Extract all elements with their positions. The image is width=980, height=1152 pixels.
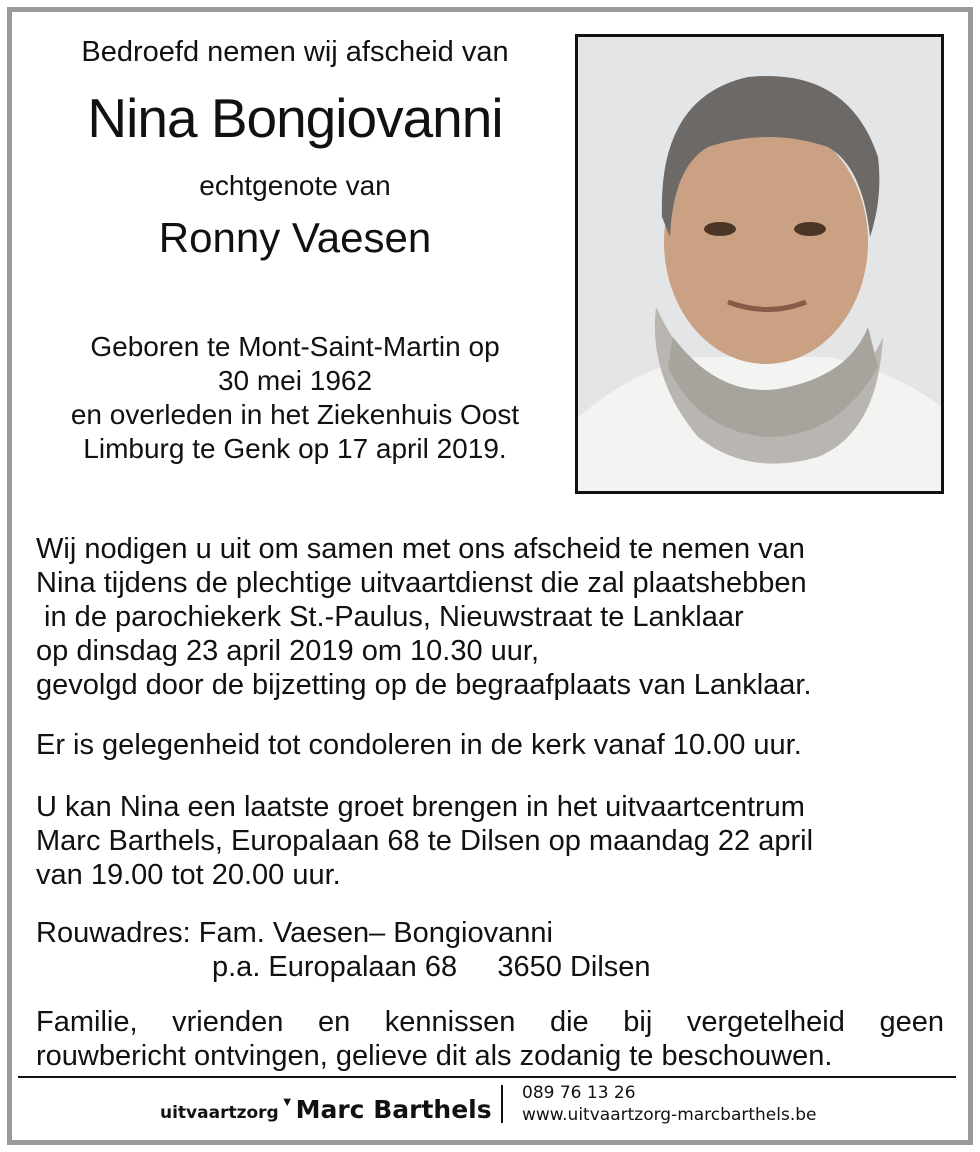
lead-text: Bedroefd nemen wij afscheid van (81, 36, 509, 68)
spouse-name: Ronny Vaesen (158, 214, 432, 261)
logo-prefix: uitvaartzorg (160, 1103, 279, 1123)
spouse-label: echtgenote van (199, 170, 391, 201)
closing-paragraph (36, 1005, 944, 1073)
footer-separator (501, 1085, 503, 1123)
birth-line: 30 mei 1962 (217, 365, 373, 396)
closing-line: rouwbericht ontvingen, gelieve dit als zodanig te beschouwen. (36, 1040, 833, 1072)
condolence-line: Er is gelegenheid tot condoleren in de kerk vanaf 10.00 uur. (36, 729, 802, 761)
birth-death-details (40, 330, 550, 466)
visit-line: Marc Barthels, Europalaan 68 te Dilsen op maandag 22 april (36, 825, 814, 857)
service-line: op dinsdag 23 april 2019 om 10.30 uur, (36, 635, 540, 667)
footer-divider (18, 1076, 956, 1078)
portrait-image (578, 37, 941, 491)
address-line-2: p.a. Europalaan 68 3650 Dilsen (212, 951, 651, 983)
birth-line: Geboren te Mont-Saint-Martin op (90, 331, 500, 362)
closing-line: Familie, vrienden en kennissen die bij vergetelheid geen (36, 1006, 944, 1038)
address-line-1: Rouwadres: Fam. Vaesen– Bongiovanni (36, 917, 553, 949)
service-paragraph (36, 532, 944, 702)
website-link[interactable]: www.uitvaartzorg-marcbarthels.be (522, 1105, 817, 1125)
triangle-icon: ▼ (280, 1094, 294, 1109)
visit-line: van 19.00 tot 20.00 uur. (36, 859, 341, 891)
birth-line: Limburg te Genk op 17 april 2019. (83, 433, 507, 464)
visit-paragraph (36, 790, 944, 892)
service-line: in de parochiekerk St.-Paulus, Nieuwstraat te Lanklaar (36, 601, 744, 633)
birth-line: en overleden in het Ziekenhuis Oost (70, 399, 520, 430)
service-line: gevolgd door de bijzetting op de begraafplaats van Lanklaar. (36, 669, 812, 701)
visit-line: U kan Nina een laatste groet brengen in het uitvaartcentrum (36, 791, 805, 823)
service-line: Nina tijdens de plechtige uitvaartdienst die zal plaatshebben (36, 567, 807, 599)
service-line: Wij nodigen u uit om samen met ons afscheid te nemen van (36, 533, 805, 565)
contact-info (522, 1082, 816, 1126)
deceased-name: Nina Bongiovanni (87, 87, 503, 149)
condolence-paragraph (36, 728, 944, 762)
logo-brand: Marc Barthels (295, 1095, 492, 1124)
funeral-home-logo (160, 1094, 492, 1124)
portrait-photo (575, 34, 944, 494)
phone-number: 089 76 13 26 (522, 1083, 636, 1103)
mourning-address (36, 916, 944, 984)
